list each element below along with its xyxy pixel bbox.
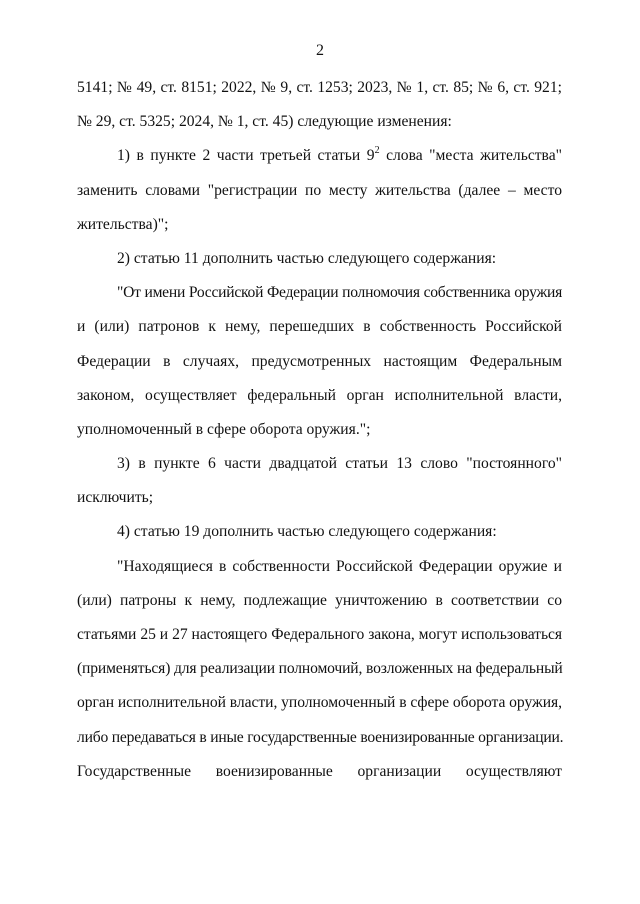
text-line: Государственные военизированные организации осуществляют xyxy=(77,762,562,780)
text-fragment: 1) в пункте 2 части третьей статьи 9 xyxy=(117,147,375,165)
text-line: заменить словами "регистрации по месту жительства (далее – место xyxy=(77,181,562,199)
superscript: 2 xyxy=(374,145,380,157)
text-line: "Находящиеся в собственности Российской Федерации оружие и xyxy=(117,557,562,575)
text-line: законом, осуществляет федеральный орган исполнительной власти, xyxy=(77,386,562,404)
text-line: 3) в пункте 6 части двадцатой статьи 13 слово "постоянного" xyxy=(117,455,562,473)
text-line: 5141; № 49, ст. 8151; 2022, № 9, ст. 1253; 2023, № 1, ст. 85; № 6, ст. 921; xyxy=(77,79,562,96)
text-line: орган исполнительной власти, уполномоченный в сфере оборота оружия, xyxy=(77,694,562,712)
text-line xyxy=(77,139,562,173)
text-line: жительства)"; xyxy=(77,215,169,233)
text-line: "От имени Российской Федерации полномочия собственника оружия xyxy=(117,284,562,302)
text-line: № 29, ст. 5325; 2024, № 1, ст. 45) следующие изменения: xyxy=(77,113,452,131)
text-line: (или) патроны к нему, подлежащие уничтожению в соответствии со xyxy=(77,591,562,609)
text-line: статьями 25 и 27 настоящего Федерального закона, могут использоваться xyxy=(77,626,562,643)
text-line: и (или) патронов к нему, перешедших в собственность Российской xyxy=(77,318,562,336)
text-line: Федерации в случаях, предусмотренных настоящим Федеральным xyxy=(77,352,562,370)
text-line: уполномоченный в сфере оборота оружия."; xyxy=(77,420,371,438)
text-line: (применяться) для реализации полномочий, возложенных на федеральный xyxy=(77,660,563,678)
text-line: либо передаваться в иные государственные военизированные организации. xyxy=(77,728,564,746)
text-line: 4) статью 19 дополнить частью следующего содержания: xyxy=(117,523,497,541)
text-line: 2) статью 11 дополнить частью следующего содержания: xyxy=(117,249,497,267)
document-body xyxy=(77,71,562,789)
text-line: исключить; xyxy=(77,489,154,507)
page-number: 2 xyxy=(316,42,324,59)
text-fragment: слова "места жительства" xyxy=(379,147,562,165)
